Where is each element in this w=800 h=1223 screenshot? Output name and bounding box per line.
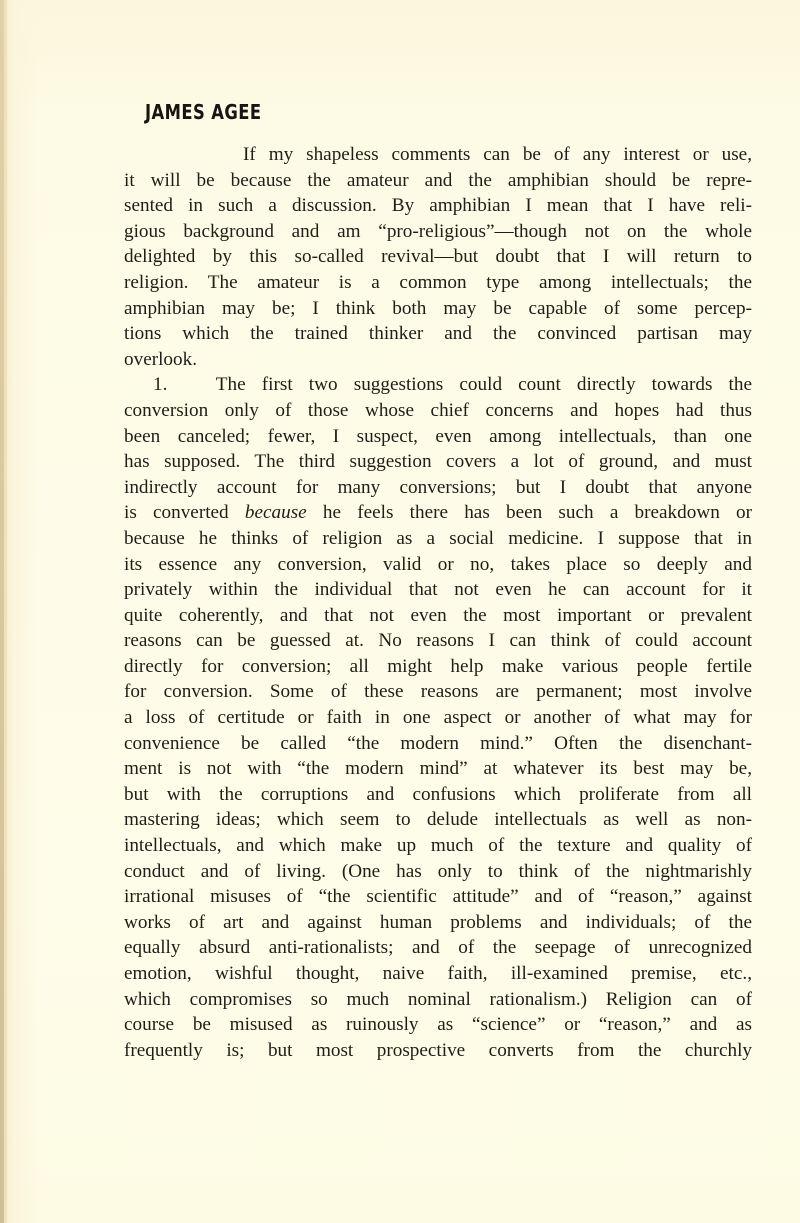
text-line: sented in such a discussion. By amphibian I mean that I have reli- xyxy=(124,195,752,217)
text-line: gious background and am “pro-religious”—though not on the whole xyxy=(124,220,752,242)
text-line: equally absurd anti-rationalists; and of the seepage of unrecognized xyxy=(124,937,752,959)
text-line: overlook. xyxy=(124,348,198,370)
text-line: it will be because the amateur and the amphibian should be repre- xyxy=(124,169,752,191)
numbered-first-line xyxy=(124,372,752,398)
body-text xyxy=(124,142,752,1063)
text-line-with-italic xyxy=(124,500,752,526)
text-line: tions which the trained thinker and the convinced partisan may xyxy=(124,323,752,345)
text-line: If my shapeless comments can be of any interest or use, xyxy=(243,144,752,165)
text-line: intellectuals, and which make up much of the texture and quality of xyxy=(124,835,752,857)
text-line: amphibian may be; I think both may be capable of some percep- xyxy=(124,297,752,319)
text-line: course be misused as ruinously as “science” or “reason,” and as xyxy=(124,1014,752,1036)
text-line: reasons can be guessed at. No reasons I can think of could account xyxy=(124,630,752,652)
paragraph-1 xyxy=(124,142,752,372)
text-line: which compromises so much nominal rationalism.) Religion can of xyxy=(124,988,752,1010)
text-line: frequently is; but most prospective converts from the churchly xyxy=(124,1039,752,1061)
text-line: delighted by this so-called revival—but doubt that I will return to xyxy=(124,246,752,268)
running-head-author: JAMES AGEE xyxy=(145,100,262,124)
text-line: directly for conversion; all might help make various people fertile xyxy=(124,655,752,677)
text-line: conversion only of those whose chief concerns and hopes had thus xyxy=(124,399,752,421)
text-line: for conversion. Some of these reasons are permanent; most involve xyxy=(124,681,752,703)
text-line: ment is not with “the modern mind” at whatever its best may be, xyxy=(124,758,752,780)
text-line: mastering ideas; which seem to delude intellectuals as well as non- xyxy=(124,809,752,831)
text-fragment: is converted xyxy=(124,502,245,524)
paragraph-2 xyxy=(124,372,752,1063)
text-line: indirectly account for many conversions; but I doubt that anyone xyxy=(124,476,752,498)
text-line: works of art and against human problems and individuals; of the xyxy=(124,911,752,933)
italic-emphasis: because xyxy=(244,502,307,524)
text-line: irrational misuses of “the scientific attitude” and of “reason,” against xyxy=(124,886,752,908)
text-line: has supposed. The third suggestion covers a lot of ground, and must xyxy=(124,451,752,473)
text-line: privately within the individual that not even he can account for it xyxy=(124,579,752,601)
text-line: but with the corruptions and confusions which proliferate from all xyxy=(124,783,752,805)
text-line: been canceled; fewer, I suspect, even among intellectuals, than one xyxy=(124,425,752,447)
paragraph-number: 1. xyxy=(153,374,168,396)
text-line: because he thinks of religion as a social medicine. I suppose that in xyxy=(124,527,752,549)
page-binding-shadow xyxy=(4,0,7,1223)
text-line: its essence any conversion, valid or no, takes place so deeply and xyxy=(124,553,752,575)
text-line: a loss of certitude or faith in one aspect or another of what may for xyxy=(124,707,752,729)
text-line: quite coherently, and that not even the most important or prevalent xyxy=(124,604,752,626)
text-line: convenience be called “the modern mind.” Often the disenchant- xyxy=(124,732,752,754)
text-line: conduct and of living. (One has only to think of the nightmarishly xyxy=(124,860,752,882)
text-line: religion. The amateur is a common type among intellectuals; the xyxy=(124,271,752,293)
text-line: emotion, wishful thought, naive faith, ill-examined premise, etc., xyxy=(124,963,752,984)
text-fragment: he feels there has been such a breakdown or xyxy=(306,502,752,524)
text-line: The first two suggestions could count directly towards the xyxy=(215,374,752,396)
